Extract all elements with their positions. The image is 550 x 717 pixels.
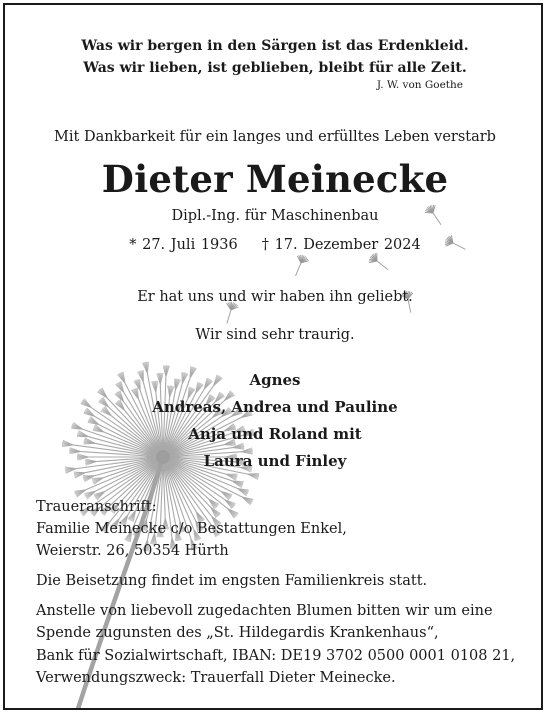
love-message: Er hat uns und wir haben ihn geliebt.	[137, 289, 413, 305]
address-line-1: Familie Meinecke c/o Bestattungen Enkel,	[36, 521, 347, 537]
family-line-2: Andreas, Andrea und Pauline	[152, 398, 398, 416]
donation-line-4: Verwendungszweck: Trauerfall Dieter Meinecke.	[36, 670, 396, 686]
life-dates	[5, 237, 543, 253]
donation-line-3: Bank für Sozialwirtschaft, IBAN: DE19 3702 0500 0001 0108 21,	[36, 648, 516, 664]
sad-message: Wir sind sehr traurig.	[195, 327, 355, 343]
death-date: † 17. Dezember 2024	[261, 237, 421, 253]
deceased-title: Dipl.-Ing. für Maschinenbau	[171, 208, 379, 224]
birth-date: * 27. Juli 1936	[129, 237, 238, 253]
address-label: Traueranschrift:	[36, 499, 157, 515]
donation-line-1: Anstelle von liebevoll zugedachten Blumen bitten wir um eine	[36, 603, 493, 619]
address-line-2: Weierstr. 26, 50354 Hürth	[36, 543, 229, 559]
intro-text: Mit Dankbarkeit für ein langes und erfülltes Leben verstarb	[54, 129, 496, 145]
quote-author: J. W. von Goethe	[376, 79, 463, 91]
quote-line-2: Was wir lieben, ist geblieben, bleibt für alle Zeit.	[83, 60, 467, 76]
family-line-4: Laura und Finley	[203, 452, 347, 470]
donation-line-2: Spende zugunsten des „St. Hildegardis Krankenhaus“,	[36, 625, 439, 641]
family-line-3: Anja und Roland mit	[188, 425, 362, 443]
deceased-name: Dieter Meinecke	[101, 157, 449, 201]
quote-line-1: Was wir bergen in den Särgen ist das Erdenkleid.	[81, 38, 469, 54]
burial-note: Die Beisetzung findet im engsten Familienkreis statt.	[36, 573, 428, 589]
obituary-frame	[3, 3, 543, 710]
family-line-1: Agnes	[249, 371, 301, 389]
